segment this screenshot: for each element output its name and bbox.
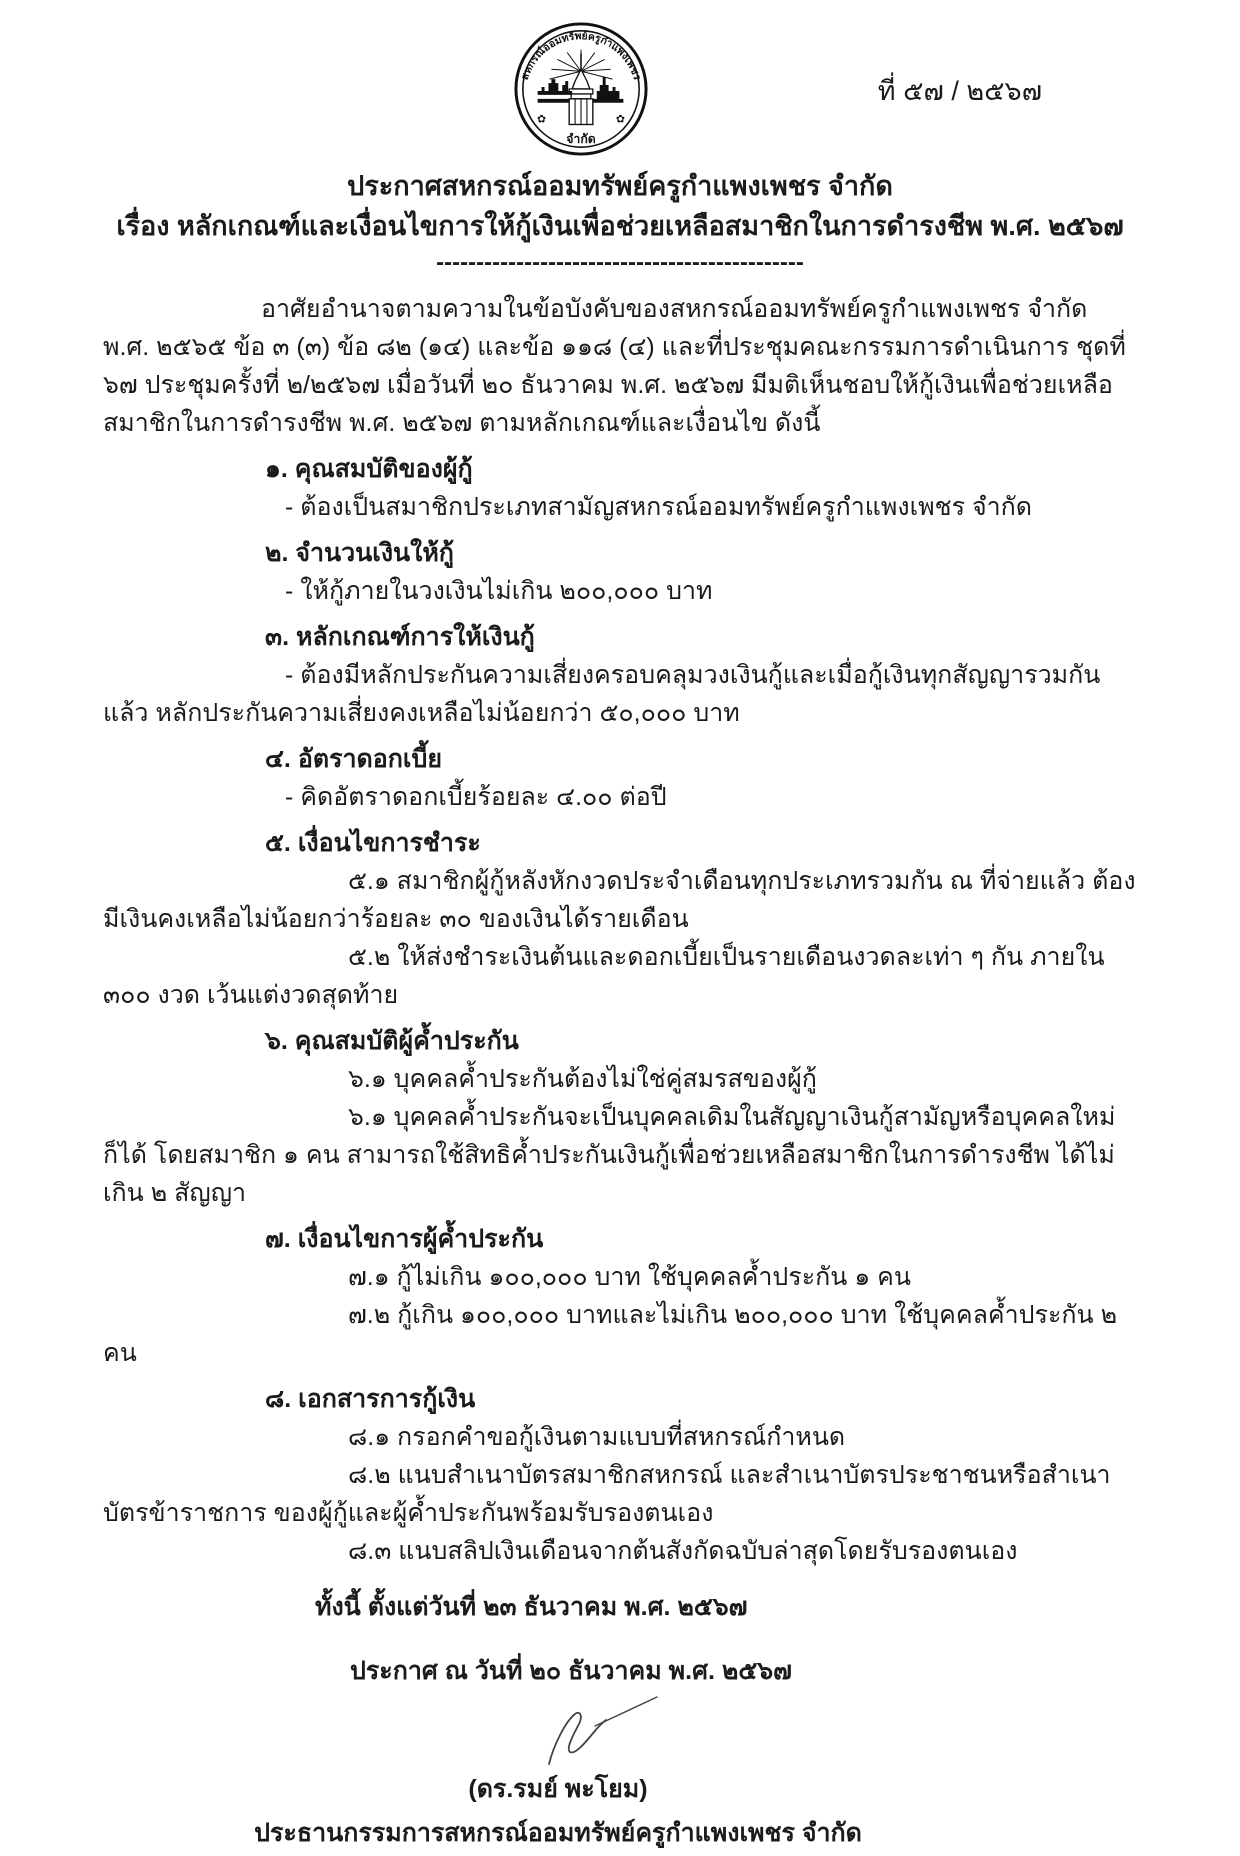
section-1-item-1: - ต้องเป็นสมาชิกประเภทสามัญสหกรณ์ออมทรัพย์ครูกำแพงเพชร จำกัด (285, 493, 1033, 521)
svg-text:✿: ✿ (537, 112, 547, 126)
section-7-heading: ๗. เงื่อนไขการผู้ค้ำประกัน (265, 1225, 544, 1253)
section-5-item-2: ๕.๒ ให้ส่งชำระเงินต้นและดอกเบี้ยเป็นรายเดือนงวดละเท่า ๆ กัน ภายใน ๓๐๐ งวด เว้นแต่งวดสุดท้าย (103, 943, 1105, 1009)
signature-icon (535, 1692, 667, 1766)
section-4-heading: ๔. อัตราดอกเบี้ย (265, 745, 442, 773)
document-body (0, 290, 1240, 1856)
section-6-item-1: ๖.๑ บุคคลค้ำประกันต้องไม่ใช่คู่สมรสของผู้กู้ (348, 1065, 817, 1093)
section-7-item-1: ๗.๑ กู้ไม่เกิน ๑๐๐,๐๐๐ บาท ใช้บุคคลค้ำประกัน ๑ คน (348, 1263, 911, 1291)
section-2-heading: ๒. จำนวนเงินให้กู้ (265, 539, 454, 567)
section-5-heading: ๕. เงื่อนไขการชำระ (265, 829, 481, 857)
signer-block (103, 1768, 1013, 1856)
section-8-heading: ๘. เอกสารการกู้เงิน (265, 1385, 476, 1413)
divider-dashes: ---------------------------------------------- (436, 249, 804, 276)
section-6-item-2: ๖.๑ บุคคลค้ำประกันจะเป็นบุคคลเดิมในสัญญาเงินกู้สามัญหรือบุคคลใหม่ก็ได้ โดยสมาชิก ๑ คน สามารถใช้สิทธิค้ำประกันเงินกู้เพื่อช่วยเหลือสมาชิกในการดำรงชีพ ได้ไม่เกิน ๒ สัญญา (103, 1103, 1116, 1207)
section-6-heading: ๖. คุณสมบัติผู้ค้ำประกัน (265, 1027, 519, 1055)
section-1-heading: ๑. คุณสมบัติของผู้กู้ (265, 455, 473, 483)
section-2-item-1: - ให้กู้ภายในวงเงินไม่เกิน ๒๐๐,๐๐๐ บาท (285, 577, 713, 605)
section-8-item-2: ๘.๒ แนบสำเนาบัตรสมาชิกสหกรณ์ และสำเนาบัตรประชาชนหรือสำเนาบัตรข้าราชการ ของผู้กู้และผู้ค้ำประกันพร้อมรับรองตนเอง (103, 1461, 1111, 1527)
document-page (0, 20, 1240, 1847)
announcement-date-line: ประกาศ ณ วันที่ ๒๐ ธันวาคม พ.ศ. ๒๕๖๗ (350, 1657, 792, 1685)
seal-icon (512, 20, 650, 158)
svg-text:✿: ✿ (615, 112, 625, 126)
subject-line: เรื่อง หลักเกณฑ์และเงื่อนไขการให้กู้เงินเพื่อช่วยเหลือสมาชิกในการดำรงชีพ พ.ศ. ๒๕๖๗ (116, 211, 1124, 241)
doc-number: ที่ ๕๗ / ๒๕๖๗ (877, 76, 1042, 106)
seal-ring-text: สหกรณ์ออมทรัพย์ครูกำแพงเพชร (519, 31, 643, 82)
section-8-item-1: ๘.๑ กรอกคำขอกู้เงินตามแบบที่สหกรณ์กำหนด (348, 1423, 846, 1451)
effective-date-line: ทั้งนี้ ตั้งแต่วันที่ ๒๓ ธันวาคม พ.ศ. ๒๕๖๗ (315, 1593, 748, 1621)
page-title: ประกาศสหกรณ์ออมทรัพย์ครูกำแพงเพชร จำกัด (347, 171, 893, 201)
section-5-item-1: ๕.๑ สมาชิกผู้กู้หลังหักงวดประจำเดือนทุกประเภทรวมกัน ณ ที่จ่ายแล้ว ต้องมีเงินคงเหลือไม่น้อยกว่าร้อยละ ๓๐ ของเงินได้รายเดือน (103, 867, 1136, 933)
section-7-item-2: ๗.๒ กู้เกิน ๑๐๐,๐๐๐ บาทและไม่เกิน ๒๐๐,๐๐๐ บาท ใช้บุคคลค้ำประกัน ๒ คน (103, 1301, 1118, 1367)
intro-paragraph: อาศัยอำนาจตามความในข้อบังคับของสหกรณ์ออมทรัพย์ครูกำแพงเพชร จำกัด พ.ศ. ๒๕๖๕ ข้อ ๓ (๓) ข้อ ๘๒ (๑๔) และข้อ ๑๑๘ (๔) และที่ประชุมคณะกรรมการดำเนินการ ชุดที่ ๖๗ ประชุมครั้งที่ ๒/๒๕๖๗ เมื่อวันที่ ๒๐ ธันวาคม พ.ศ. ๒๕๖๗ มีมติเห็นชอบให้กู้เงินเพื่อช่วยเหลือสมาชิกในการดำรงชีพ พ.ศ. ๒๕๖๗ ตามหลักเกณฑ์และเงื่อนไข ดังนี้ (103, 295, 1126, 437)
section-3-heading: ๓. หลักเกณฑ์การให้เงินกู้ (265, 623, 535, 651)
signer-title: ประธานกรรมการสหกรณ์ออมทรัพย์ครูกำแพงเพชร จำกัด (254, 1819, 862, 1847)
section-8-item-3: ๘.๓ แนบสลิปเงินเดือนจากต้นสังกัดฉบับล่าสุดโดยรับรองตนเอง (348, 1537, 1018, 1565)
cooperative-seal-logo (512, 20, 650, 158)
section-3-item-1: - ต้องมีหลักประกันความเสี่ยงครอบคลุมวงเงินกู้และเมื่อกู้เงินทุกสัญญารวมกันแล้ว หลักประกันความเสี่ยงคงเหลือไม่น้อยกว่า ๕๐,๐๐๐ บาท (103, 661, 1101, 727)
signer-name: (ดร.รมย์ พะโยม) (468, 1775, 648, 1803)
signature (535, 1692, 1140, 1766)
seal-bottom-text: จำกัด (566, 132, 596, 147)
section-4-item-1: - คิดอัตราดอกเบี้ยร้อยละ ๔.๐๐ ต่อปี (285, 783, 667, 811)
